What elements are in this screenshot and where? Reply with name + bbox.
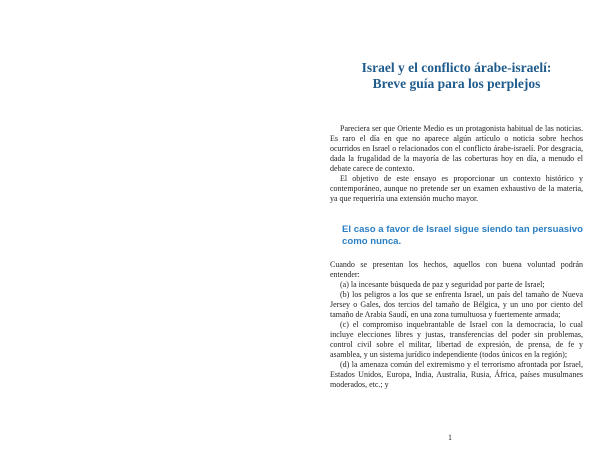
page-content	[330, 60, 583, 390]
list-item-a: (a) la incesante búsqueda de paz y seguridad por parte de Israel;	[340, 280, 545, 289]
section-heading: El caso a favor de Israel sigue siendo tan persuasivo como nunca.	[342, 224, 584, 247]
title-line-2: Breve guía para los perplejos	[372, 76, 541, 91]
right-page	[300, 0, 600, 463]
document-title	[330, 60, 583, 92]
section-body	[330, 260, 583, 390]
list-item-d: (d) la amenaza común del extremismo y el terrorismo afrontada por Israel, Estados Unidos, Europa, India, Australia, Rusia, África, países musulmanes moderados, etc.; y	[330, 360, 583, 389]
section-intro: Cuando se presentan los hechos, aquellos con buena voluntad podrán entender:	[330, 260, 583, 279]
page-number: 1	[448, 433, 452, 442]
intro-text	[330, 124, 583, 204]
intro-paragraph-1: Pareciera ser que Oriente Medio es un protagonista habitual de las noticias. Es raro el día en que no aparece algún artículo o noticia sobre hechos ocurridos en Israel o relacionados con el conflicto árabe-israelí. Por desgracia, dada la frugalidad de la mayoría de las coberturas hoy en día, a menudo el debate carece de contexto.	[330, 124, 583, 173]
intro-paragraph-2: El objetivo de este ensayo es proporcionar un contexto histórico y contemporáneo, aunque no pretende ser un examen exhaustivo de la materia, ya que requeriría una extensión mucho mayor.	[330, 174, 583, 203]
title-line-1: Israel y el conflicto árabe-israelí:	[361, 60, 552, 75]
list-item-c: (c) el compromiso inquebrantable de Israel con la democracia, lo cual incluye elecciones libres y justas, transferencias del poder sin problemas, control civil sobre el militar, libertad de expresión, de prensa, de fe y asamblea, y un sistema jurídico independiente (todos únicos en la región);	[330, 320, 583, 359]
list-item-b: (b) los peligros a los que se enfrenta Israel, un país del tamaño de Nueva Jersey o Gales, dos tercios del tamaño de Bélgica, y un uno por ciento del tamaño de Arabia Saudí, en una zona tumultuosa y fuertemente armada;	[330, 290, 583, 319]
